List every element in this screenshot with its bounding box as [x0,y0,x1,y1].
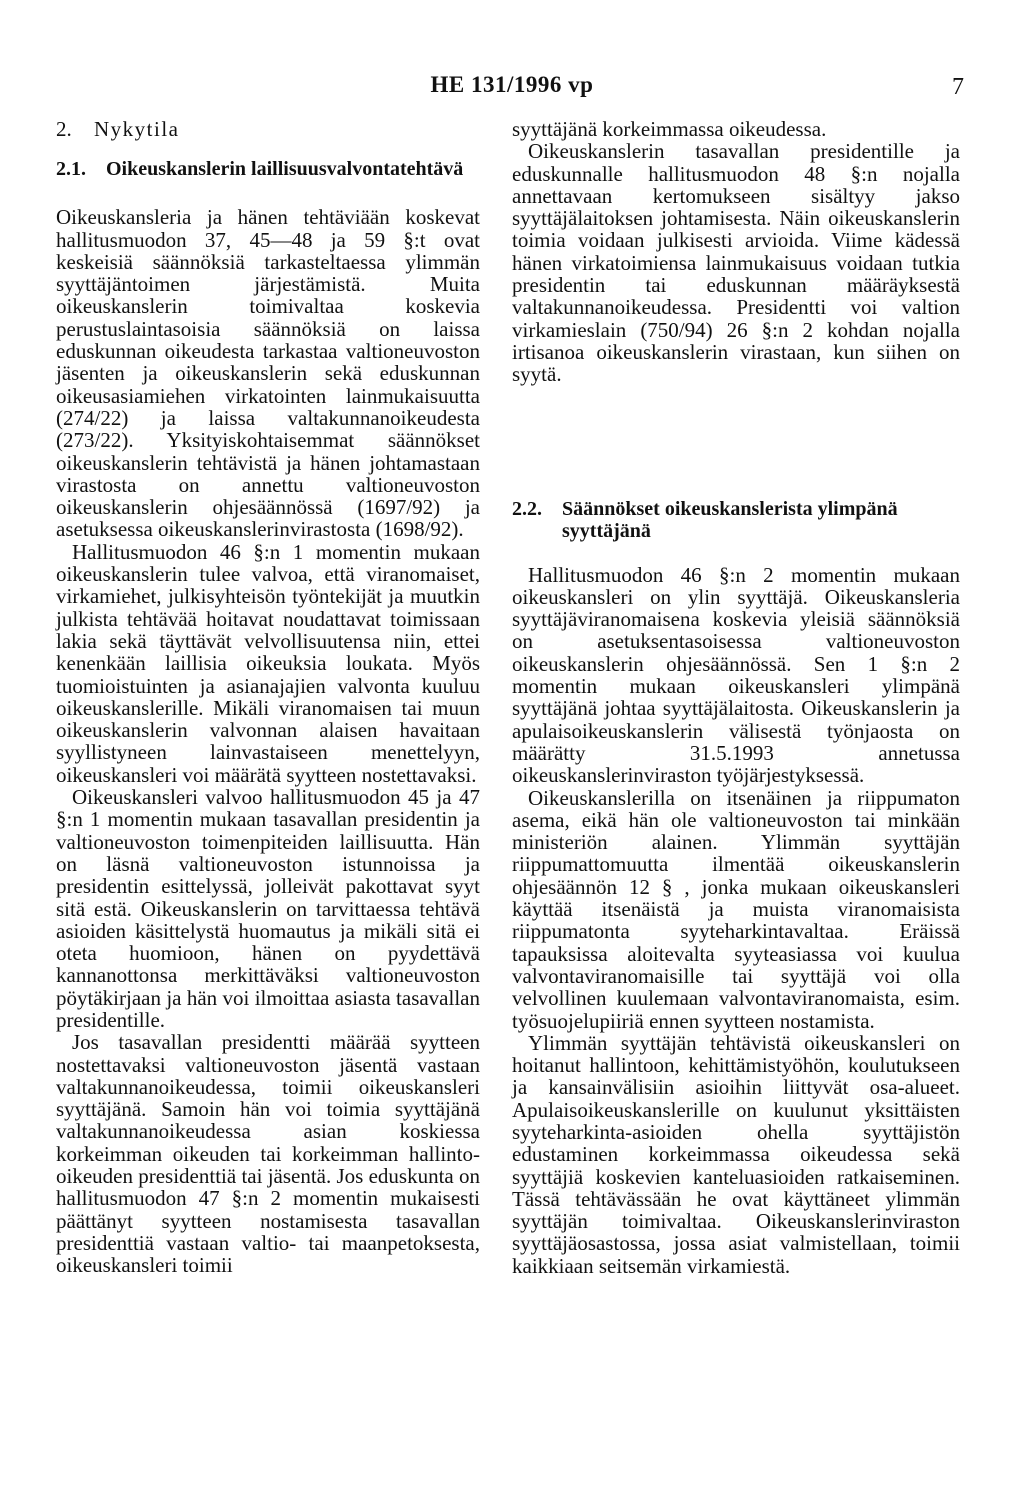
paragraph: Oikeuskanslerilla on itsenäinen ja riippumaton asema, eikä hän ole valtioneuvoston tai minkään ministeriön alainen. Ylimmän syyttäjän riippumattomuutta ilmentää oikeuskanslerin ohjesäännön 12 § , jonka mukaan oikeuskansleri käyttää itsenäistä ja muista viranomaisista riippumatonta syyteharkintavaltaa. Eräissä tapauksissa aloitevalta syyteasiassa voi kuulua valvontaviranomaisille tai syyttäjä voi olla velvollinen kuulemaan valvontaviranomaista, esim. työsuojelupiiriä ennen syytteen nostamista. [512,785,960,1033]
subsection-title: Oikeuskanslerin laillisuusvalvontatehtävä [106,158,464,181]
paragraph: Jos tasavallan presidentti määrää syytteen nostettavaksi valtioneuvoston jäsentä vastaan valtakunnanoikeudessa, toimii oikeuskansleri syyttäjänä. Samoin hän voi toimia syyttäjänä valtakunnanoikeudessa asian koskiessa korkeimman oikeuden tai korkeimman hallinto-oikeuden presidenttiä tai jäsentä. Jos eduskunta on hallitusmuodon 47 §:n 2 momentin mukaisesti päättänyt syytteen nostamisesta tasavallan presidenttiä vastaan valtio- tai maanpetoksesta, oikeuskansleri toimii [56,1030,480,1278]
paragraph-continuation: syyttäjänä korkeimmassa oikeudessa. [512,117,827,141]
subsection-number: 2.2. [512,497,542,520]
paragraph: Hallitusmuodon 46 §:n 2 momentin mukaan oikeuskansleri on ylin syyttäjä. Oikeuskansleria syyttäjäviranomaisena koskevia yleisiä säännöksiä on asetuksentasoisessa valtioneuvoston oikeuskanslerin ohjesäännössä. Sen 1 §:n 2 momentin mukaan oikeuskansleri ylimpänä syyttäjänä johtaa syyttäjälaitosta. Oikeuskanslerin ja apulaisoikeuskanslerin välisestä työnjaosta on määrätty 31.5.1993 annetussa oikeuskanslerinviraston työjärjestyksessä. [512,562,960,788]
paragraph: Ylimmän syyttäjän tehtävistä oikeuskansleri on hoitanut hallintoon, kehittämistyöhön, koulutukseen ja kansainvälisiin asioihin liittyvät osa-alueet. Apulaisoikeuskanslerille on kuulunut yksittäisten syyteharkinta-asioiden ohella syyttäjistön edustaminen korkeimmassa oikeudessa sekä syyttäjiä koskevien kanteluasioiden ratkaiseminen. Tässä tehtävässään he ovat käyttäneet ylimmän syyttäjän toimivaltaa. Oikeuskanslerinviraston syyttäjäosastossa, jossa asiat valmistellaan, toimii kaikkiaan seitsemän virkamiestä. [512,1030,960,1278]
left-column [56,118,480,1277]
right-column [512,118,960,1277]
paragraph: Oikeuskansleri valvoo hallitusmuodon 45 ja 47 §:n 1 momentin mukaan tasavallan presidentin ja valtioneuvoston toimenpiteiden laillisuutta. Hän on läsnä valtioneuvoston istunnoissa ja presidentin esittelyssä, jolleivät pakottavat syyt sitä estä. Oikeuskanslerin on tarvittaessa tehtävä asioiden käsittelystä huomautus ja mikäli sitä ei oteta huomioon, hänen on pyydettävä kannanottonsa merkittäväksi valtioneuvoston pöytäkirjaan ja hän voi ilmoittaa asiasta tasavallan presidentille. [56,785,480,1032]
subsection-heading [512,498,960,542]
paragraph: Hallitusmuodon 46 §:n 1 momentin mukaan oikeuskanslerin tulee valvoa, että viranomaiset, virkamiehet, julkisyhteisön työntekijät ja muutkin julkista tehtävää hoitavat noudattavat toimissaan lakia sekä täyttävät velvollisuutensa niin, ettei kenenkään laillisia oikeuksia loukata. Myös tuomioistuinten ja asianajajien valvonta kuuluu oikeuskanslerille. Mikäli viranomaisen tai muun oikeuskanslerin valvonnan alaisen havaitaan syyllistyneen lainvastaiseen menettelyyn, oikeuskansleri voi määrätä syytteen nostettavaksi. [56,539,480,787]
subsection-heading [56,158,480,180]
section-heading [56,118,480,140]
running-header: HE 131/1996 vp [430,72,594,97]
subsection-title: Säännökset oikeuskanslerista ylimpänä syyttäjänä [562,497,898,542]
section-title: Nykytila [94,117,180,141]
paragraph: Oikeuskansleria ja hänen tehtäviään koskevat hallitusmuodon 37, 45—48 ja 59 §:t ovat keskeisiä säännöksiä tarkasteltaessa ylimmän syyttäjäntoimen järjestämistä. Muita oikeuskanslerin toimivaltaa koskevia perustuslaintasoisia säännöksiä on laissa eduskunnan oikeudesta tarkastaa valtioneuvoston jäsenten ja oikeuskanslerin sekä eduskunnan oikeusasiamiehen virkatointen lainmukaisuutta (274/22) ja laissa valtakunnanoikeudesta (273/22). Yksityiskohtaisemmat säännökset oikeuskanslerin tehtävistä ja hänen johtamastaan virastosta on annettu valtioneuvoston oikeuskanslerin ohjesäännössä (1697/92) ja asetuksessa oikeuskanslerinvirastosta (1698/92). [56,205,480,542]
paragraph: Oikeuskanslerin tasavallan presidentille ja eduskunnalle hallitusmuodon 48 §:n nojalla annettavaan kertomukseen sisältyy jakso syyttäjälaitoksen johtamisesta. Näin oikeuskanslerin toimia voidaan julkisesti arvioida. Viime kädessä hänen virkatoimiensa lainmukaisuus voidaan tutkia presidentin tai eduskunnan määräyksestä valtakunnanoikeudessa. Presidentti voi valtion virkamieslain (750/94) 26 §:n 2 kohdan nojalla irtisanoa oikeuskanslerin virastaan, kun siihen on syytä. [512,139,960,387]
page-number: 7 [952,74,964,100]
subsection-number: 2.1. [56,158,86,181]
section-number: 2. [56,117,72,141]
